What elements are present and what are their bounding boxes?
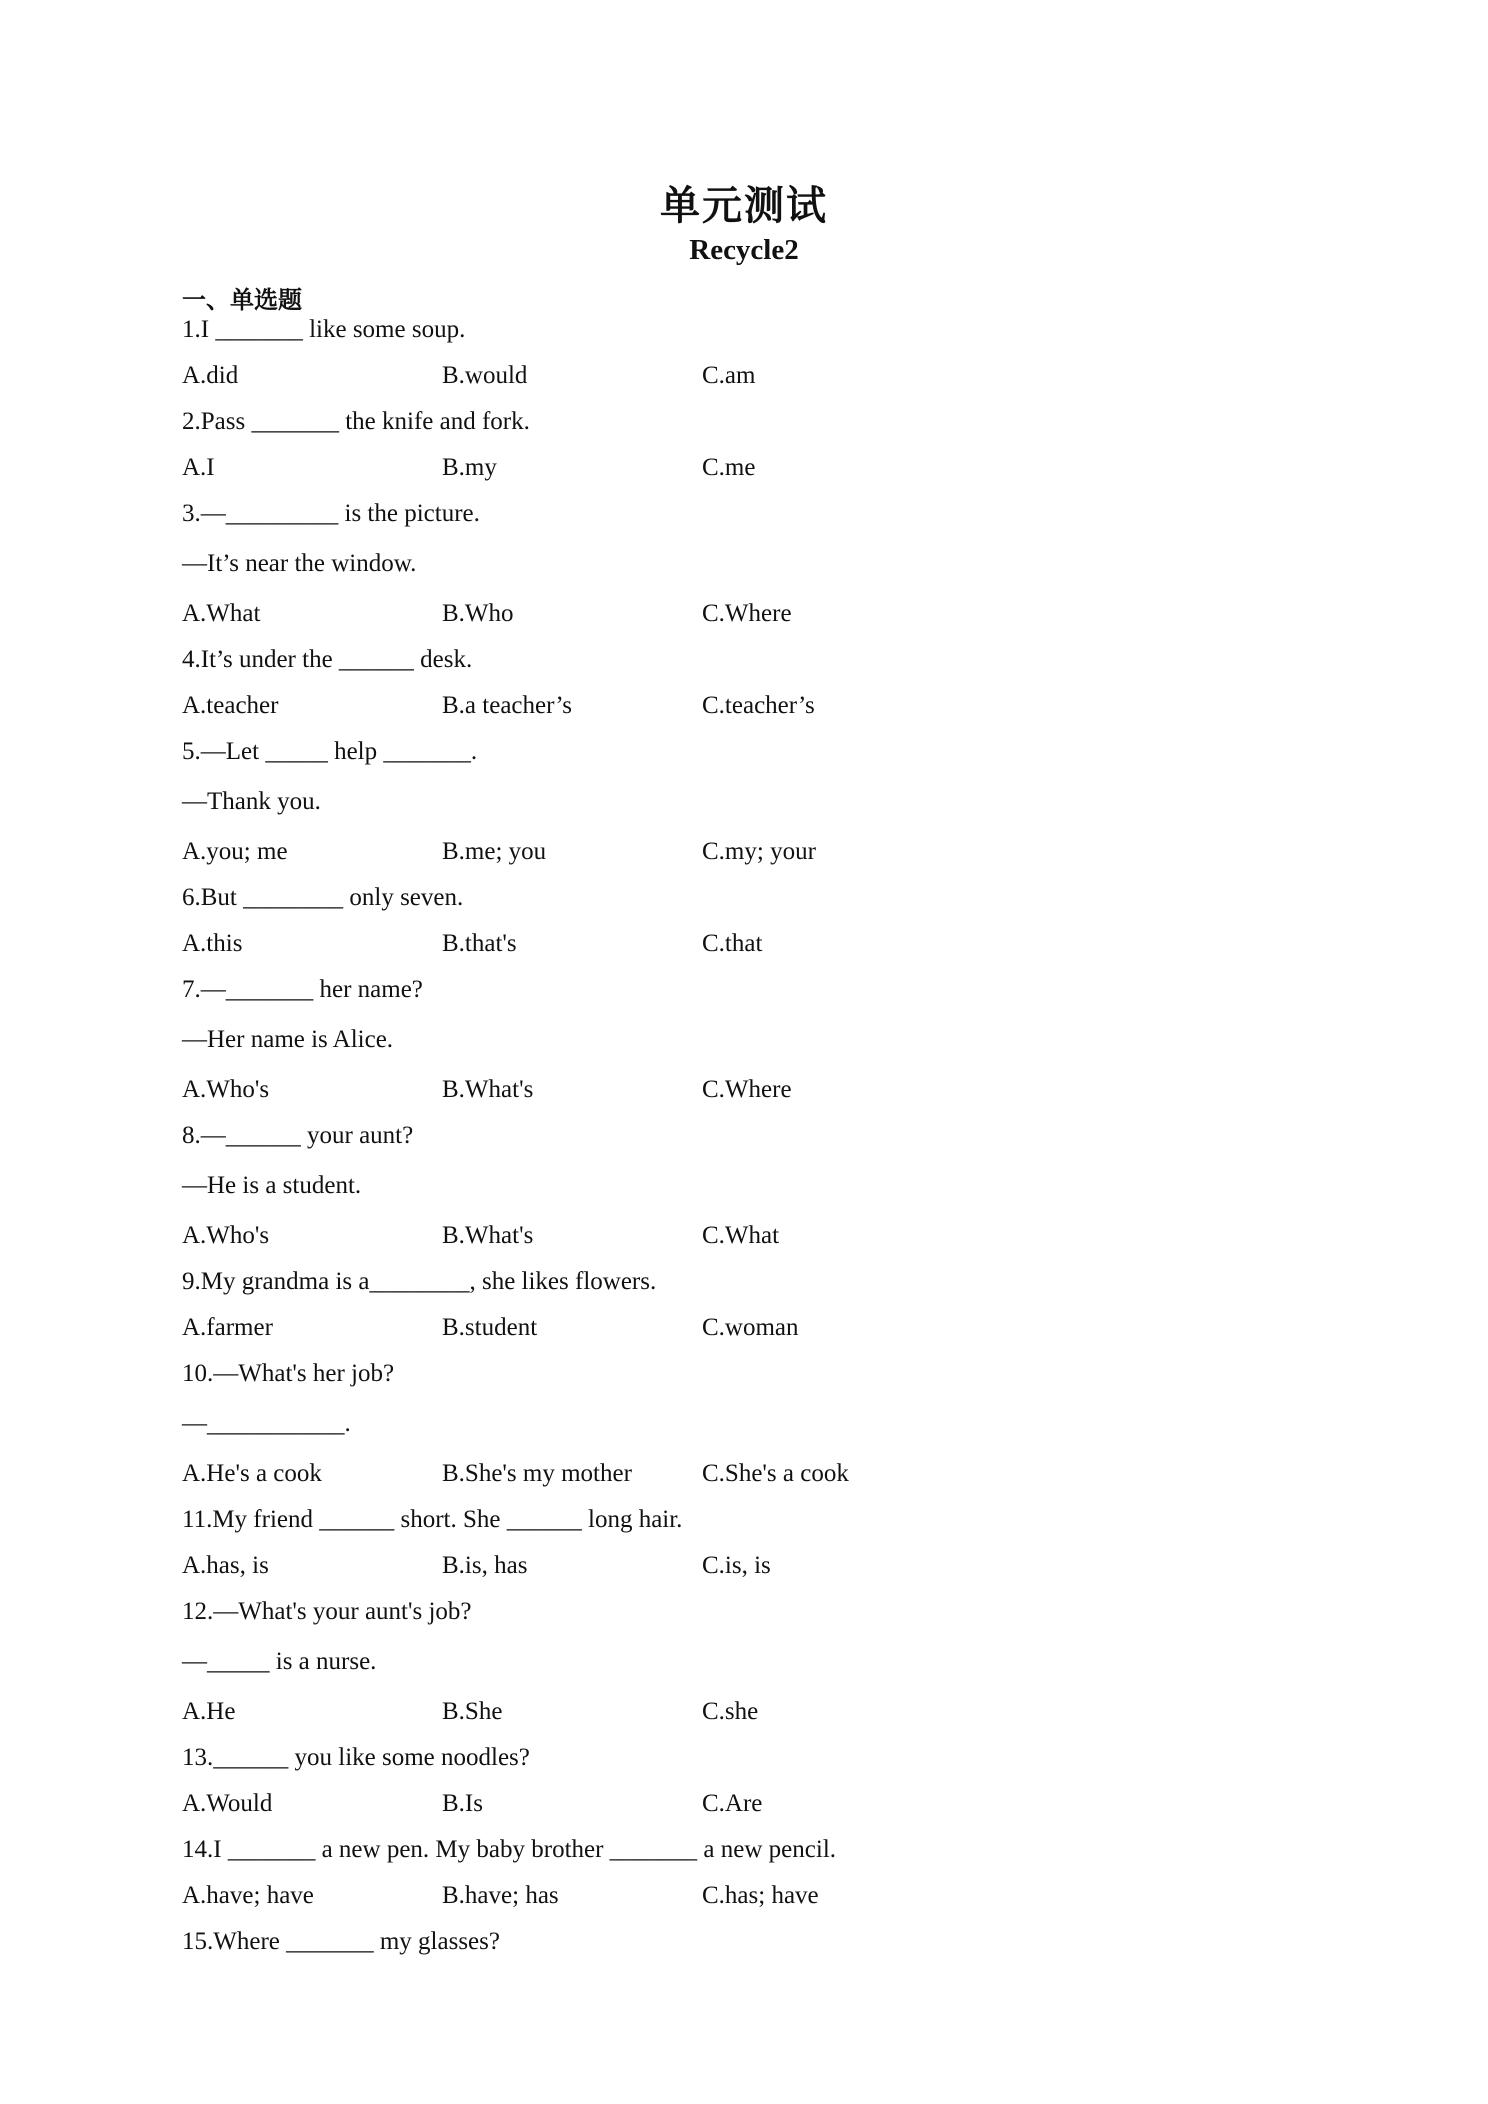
question-item	[182, 315, 1332, 407]
question-reply: —___________.	[182, 1410, 351, 1437]
question-item	[182, 1121, 1332, 1267]
option-c: C.She's a cook	[702, 1460, 849, 1487]
option-c: C.teacher’s	[702, 692, 815, 719]
option-a: A.What	[182, 600, 261, 627]
option-a: A.Would	[182, 1790, 273, 1817]
option-a: A.has, is	[182, 1552, 269, 1579]
option-b: B.a teacher’s	[442, 692, 573, 719]
question-stem: 8.—______ your aunt?	[182, 1122, 414, 1149]
option-c: C.me	[702, 454, 756, 481]
page-title: 单元测试	[660, 183, 828, 228]
question-stem: 12.—What's your aunt's job?	[182, 1598, 472, 1625]
option-b: B.is, has	[442, 1552, 528, 1579]
option-b: B.me; you	[442, 838, 547, 865]
option-row	[182, 691, 1332, 737]
option-b: B.She	[442, 1698, 503, 1725]
option-b: B.What's	[442, 1222, 534, 1249]
option-a: A.He's a cook	[182, 1460, 322, 1487]
option-a: A.you; me	[182, 838, 288, 865]
question-item	[182, 1743, 1332, 1835]
option-row	[182, 1459, 1332, 1505]
question-item	[182, 499, 1332, 645]
question-stem: 10.—What's her job?	[182, 1360, 395, 1387]
option-c: C.am	[702, 362, 756, 389]
question-stem: 2.Pass _______ the knife and fork.	[182, 408, 530, 435]
option-a: A.He	[182, 1698, 236, 1725]
option-b: B.What's	[442, 1076, 534, 1103]
question-stem: 14.I _______ a new pen. My baby brother _______ a new pencil.	[182, 1836, 837, 1863]
option-a: A.have; have	[182, 1882, 314, 1909]
option-b: B.Who	[442, 600, 514, 627]
option-row	[182, 1697, 1332, 1743]
question-reply: —Thank you.	[182, 788, 321, 815]
question-list	[182, 315, 1332, 1973]
question-item	[182, 1597, 1332, 1743]
option-row	[182, 453, 1332, 499]
question-item	[182, 883, 1332, 975]
option-a: A.Who's	[182, 1222, 270, 1249]
option-row	[182, 929, 1332, 975]
option-c: C.Are	[702, 1790, 763, 1817]
option-row	[182, 1551, 1332, 1597]
question-item	[182, 1835, 1332, 1927]
question-stem: 11.My friend ______ short. She ______ long hair.	[182, 1506, 683, 1533]
question-stem: 1.I _______ like some soup.	[182, 316, 466, 343]
option-a: A.farmer	[182, 1314, 273, 1341]
question-reply: —_____ is a nurse.	[182, 1648, 377, 1675]
option-c: C.that	[702, 930, 763, 957]
question-item	[182, 975, 1332, 1121]
option-b: B.my	[442, 454, 497, 481]
question-stem: 4.It’s under the ______ desk.	[182, 646, 473, 673]
option-b: B.have; has	[442, 1882, 559, 1909]
option-a: A.did	[182, 362, 239, 389]
question-item	[182, 737, 1332, 883]
question-reply: —Her name is Alice.	[182, 1026, 394, 1053]
option-row	[182, 837, 1332, 883]
question-reply: —It’s near the window.	[182, 550, 417, 577]
question-item	[182, 1359, 1332, 1505]
question-stem: 15.Where _______ my glasses?	[182, 1928, 500, 1955]
question-item	[182, 1267, 1332, 1359]
option-c: C.she	[702, 1698, 759, 1725]
question-stem: 6.But ________ only seven.	[182, 884, 464, 911]
question-stem: 13.______ you like some noodles?	[182, 1744, 530, 1771]
option-c: C.woman	[702, 1314, 799, 1341]
option-b: B.would	[442, 362, 528, 389]
option-c: C.has; have	[702, 1882, 819, 1909]
question-stem: 9.My grandma is a________, she likes flowers.	[182, 1268, 657, 1295]
question-item	[182, 1505, 1332, 1597]
option-row	[182, 361, 1332, 407]
question-item	[182, 407, 1332, 499]
option-c: C.my; your	[702, 838, 816, 865]
option-a: A.this	[182, 930, 243, 957]
page-subtitle: Recycle2	[689, 234, 799, 266]
option-c: C.What	[702, 1222, 780, 1249]
option-row	[182, 1313, 1332, 1359]
option-b: B.that's	[442, 930, 517, 957]
option-b: B.She's my mother	[442, 1460, 632, 1487]
question-item	[182, 645, 1332, 737]
option-c: C.Where	[702, 1076, 792, 1103]
option-row	[182, 1075, 1332, 1121]
question-item	[182, 1927, 1332, 1973]
option-c: C.is, is	[702, 1552, 771, 1579]
option-row	[182, 1221, 1332, 1267]
option-a: A.Who's	[182, 1076, 270, 1103]
question-stem: 5.—Let _____ help _______.	[182, 738, 478, 765]
option-b: B.student	[442, 1314, 538, 1341]
question-stem: 3.—_________ is the picture.	[182, 500, 480, 527]
option-a: A.I	[182, 454, 215, 481]
option-b: B.Is	[442, 1790, 483, 1817]
option-row	[182, 1789, 1332, 1835]
option-a: A.teacher	[182, 692, 279, 719]
question-reply: —He is a student.	[182, 1172, 362, 1199]
option-row	[182, 599, 1332, 645]
section-heading: 一、单选题	[182, 288, 302, 314]
question-stem: 7.—_______ her name?	[182, 976, 423, 1003]
option-row	[182, 1881, 1332, 1927]
option-c: C.Where	[702, 600, 792, 627]
